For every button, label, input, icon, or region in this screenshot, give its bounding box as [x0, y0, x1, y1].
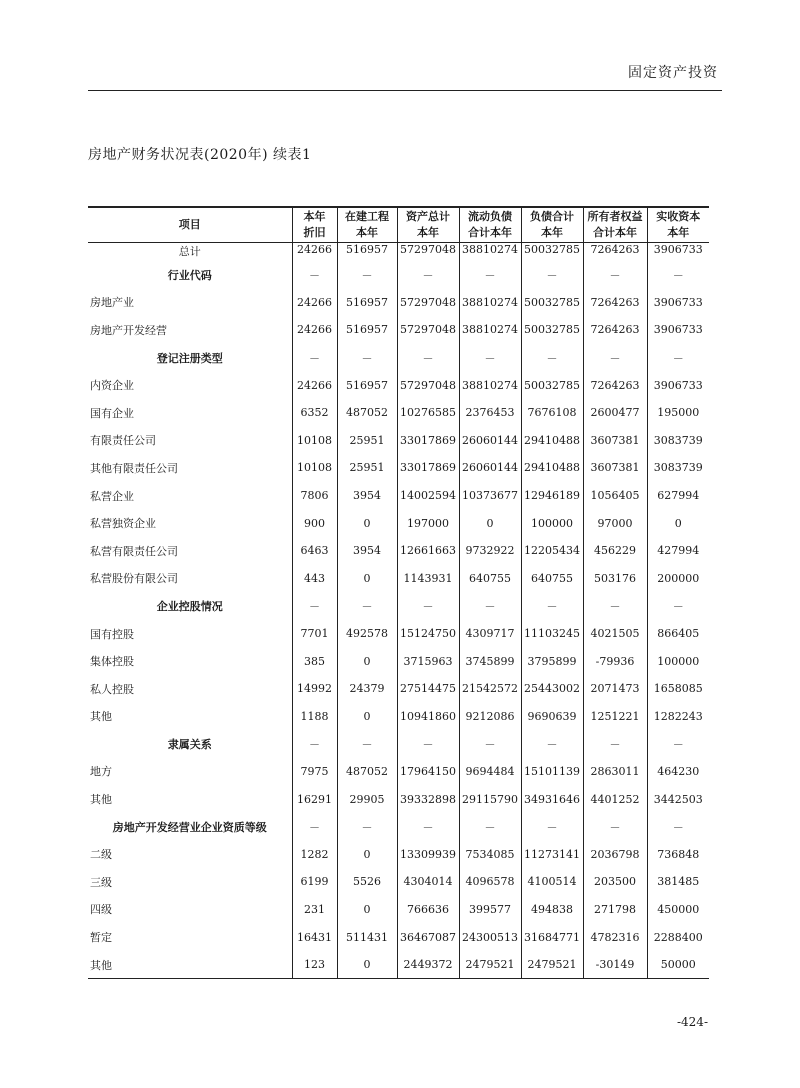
cell-depreciation: － — [292, 730, 337, 758]
table-row — [88, 537, 709, 565]
cell-construction-in-progress: 25951 — [337, 427, 397, 455]
cell-construction-in-progress: 5526 — [337, 868, 397, 896]
cell-current-liabilities: － — [459, 592, 521, 620]
cell-current-liabilities: 26060144 — [459, 454, 521, 482]
cell-depreciation: 24266 — [292, 371, 337, 399]
cell-paid-in-capital: 195000 — [647, 399, 709, 427]
table-row — [88, 289, 709, 317]
table-row — [88, 840, 709, 868]
cell-owners-equity: 2600477 — [583, 399, 647, 427]
section-header-row — [88, 813, 709, 841]
cell-total-liabilities: 50032785 — [521, 289, 583, 317]
cell-paid-in-capital: － — [647, 813, 709, 841]
cell-paid-in-capital: － — [647, 592, 709, 620]
cell-current-liabilities: 9694484 — [459, 758, 521, 786]
financial-table-container — [88, 206, 709, 979]
cell-paid-in-capital: 3083739 — [647, 427, 709, 455]
cell-item-label: 总计 — [178, 245, 201, 258]
cell-current-liabilities: 9212086 — [459, 703, 521, 731]
cell-construction-in-progress: 29905 — [337, 785, 397, 813]
cell-total-assets: 57297048 — [397, 371, 459, 399]
cell-paid-in-capital: 866405 — [647, 620, 709, 648]
cell-total-assets: 17964150 — [397, 758, 459, 786]
cell-current-liabilities: 29115790 — [459, 785, 521, 813]
cell-item-label: 地方 — [90, 765, 112, 779]
cell-total-liabilities: 3795899 — [521, 647, 583, 675]
cell-total-assets: － — [397, 813, 459, 841]
cell-construction-in-progress: 24379 — [337, 675, 397, 703]
cell-owners-equity: 97000 — [583, 509, 647, 537]
cell-owners-equity: － — [583, 344, 647, 372]
cell-depreciation: 24266 — [292, 316, 337, 344]
cell-item-label: 内资企业 — [90, 379, 134, 393]
cell-current-liabilities: － — [459, 261, 521, 289]
cell-construction-in-progress: 511431 — [337, 923, 397, 951]
cell-owners-equity: － — [583, 730, 647, 758]
cell-current-liabilities: － — [459, 730, 521, 758]
cell-owners-equity: 2071473 — [583, 675, 647, 703]
cell-item-label: 房地产业 — [90, 296, 134, 310]
cell-depreciation: 24266 — [292, 289, 337, 317]
table-caption: 房地产财务状况表(2020年) 续表1 — [88, 147, 312, 163]
cell-paid-in-capital: 450000 — [647, 896, 709, 924]
cell-total-assets: － — [397, 261, 459, 289]
real-estate-financial-table — [88, 206, 709, 979]
cell-construction-in-progress: 516957 — [337, 243, 397, 262]
cell-item-label: 其他 — [90, 710, 112, 724]
cell-depreciation: － — [292, 813, 337, 841]
cell-construction-in-progress: 3954 — [337, 537, 397, 565]
cell-owners-equity: 503176 — [583, 565, 647, 593]
cell-depreciation: 14992 — [292, 675, 337, 703]
cell-owners-equity: 2036798 — [583, 840, 647, 868]
cell-paid-in-capital: － — [647, 344, 709, 372]
cell-item-label: 隶属关系 — [167, 737, 212, 751]
cell-item-label: 二级 — [90, 848, 112, 862]
cell-total-assets: 10276585 — [397, 399, 459, 427]
cell-current-liabilities: － — [459, 344, 521, 372]
table-row — [88, 785, 709, 813]
table-row — [88, 896, 709, 924]
cell-item-label: 私营独资企业 — [90, 517, 156, 531]
cell-total-liabilities: 29410488 — [521, 427, 583, 455]
cell-owners-equity: 4401252 — [583, 785, 647, 813]
cell-total-liabilities: 11103245 — [521, 620, 583, 648]
cell-paid-in-capital: 1658085 — [647, 675, 709, 703]
cell-depreciation: － — [292, 592, 337, 620]
header-paid-in-capital: 实收资本 本年 — [647, 207, 709, 243]
table-body — [88, 243, 709, 979]
table-row — [88, 371, 709, 399]
cell-construction-in-progress: 3954 — [337, 482, 397, 510]
table-row — [88, 951, 709, 979]
section-header-row — [88, 261, 709, 289]
header-total-liabilities: 负债合计 本年 — [521, 207, 583, 243]
cell-item-label: 国有企业 — [90, 406, 134, 420]
cell-item-label: 四级 — [90, 903, 112, 917]
cell-total-liabilities: － — [521, 730, 583, 758]
cell-total-assets: 36467087 — [397, 923, 459, 951]
cell-current-liabilities: 4096578 — [459, 868, 521, 896]
cell-depreciation: 1188 — [292, 703, 337, 731]
cell-construction-in-progress: 492578 — [337, 620, 397, 648]
cell-total-liabilities: 494838 — [521, 896, 583, 924]
cell-paid-in-capital: 0 — [647, 509, 709, 537]
cell-current-liabilities: － — [459, 813, 521, 841]
cell-depreciation: 6352 — [292, 399, 337, 427]
cell-construction-in-progress: 487052 — [337, 399, 397, 427]
cell-current-liabilities: 24300513 — [459, 923, 521, 951]
cell-paid-in-capital: 3083739 — [647, 454, 709, 482]
cell-item-label: 有限责任公司 — [90, 434, 156, 448]
header-construction-in-progress: 在建工程 本年 — [337, 207, 397, 243]
cell-owners-equity: － — [583, 592, 647, 620]
cell-paid-in-capital: 736848 — [647, 840, 709, 868]
cell-paid-in-capital: 3906733 — [647, 243, 709, 262]
cell-paid-in-capital: 100000 — [647, 647, 709, 675]
cell-total-liabilities: 640755 — [521, 565, 583, 593]
cell-current-liabilities: 3745899 — [459, 647, 521, 675]
cell-depreciation: 900 — [292, 509, 337, 537]
cell-depreciation: 16291 — [292, 785, 337, 813]
cell-total-assets: － — [397, 592, 459, 620]
cell-construction-in-progress: 516957 — [337, 371, 397, 399]
cell-total-liabilities: － — [521, 261, 583, 289]
cell-total-assets: 15124750 — [397, 620, 459, 648]
cell-item-label: 私营股份有限公司 — [90, 572, 178, 586]
cell-total-assets: 766636 — [397, 896, 459, 924]
table-row — [88, 316, 709, 344]
cell-item-label: 私人控股 — [90, 682, 134, 696]
cell-total-liabilities: 50032785 — [521, 243, 583, 262]
cell-total-liabilities: 25443002 — [521, 675, 583, 703]
cell-total-liabilities: － — [521, 813, 583, 841]
cell-construction-in-progress: 25951 — [337, 454, 397, 482]
cell-construction-in-progress: － — [337, 730, 397, 758]
cell-construction-in-progress: 516957 — [337, 316, 397, 344]
table-row — [88, 509, 709, 537]
cell-item-label: 暂定 — [90, 931, 112, 945]
cell-depreciation: 7975 — [292, 758, 337, 786]
cell-owners-equity: 1056405 — [583, 482, 647, 510]
cell-paid-in-capital: 3906733 — [647, 289, 709, 317]
cell-total-liabilities: 34931646 — [521, 785, 583, 813]
cell-depreciation: 443 — [292, 565, 337, 593]
cell-owners-equity: 3607381 — [583, 454, 647, 482]
cell-owners-equity: 7264263 — [583, 289, 647, 317]
cell-total-assets: 57297048 — [397, 316, 459, 344]
cell-total-liabilities: 31684771 — [521, 923, 583, 951]
cell-paid-in-capital: 3442503 — [647, 785, 709, 813]
cell-paid-in-capital: 2288400 — [647, 923, 709, 951]
section-header-row — [88, 344, 709, 372]
cell-current-liabilities: 9732922 — [459, 537, 521, 565]
cell-paid-in-capital: 427994 — [647, 537, 709, 565]
cell-depreciation: － — [292, 261, 337, 289]
table-row — [88, 482, 709, 510]
table-row — [88, 454, 709, 482]
cell-depreciation: 6463 — [292, 537, 337, 565]
cell-item-label: 企业控股情况 — [156, 599, 223, 613]
table-header-row — [88, 207, 709, 243]
page-number: -424- — [676, 1015, 708, 1029]
cell-depreciation: 6199 — [292, 868, 337, 896]
cell-total-liabilities: 4100514 — [521, 868, 583, 896]
cell-depreciation: 10108 — [292, 427, 337, 455]
cell-construction-in-progress: 0 — [337, 565, 397, 593]
cell-owners-equity: 4782316 — [583, 923, 647, 951]
cell-total-liabilities: － — [521, 344, 583, 372]
cell-total-liabilities: 15101139 — [521, 758, 583, 786]
cell-total-assets: 13309939 — [397, 840, 459, 868]
cell-total-liabilities: 7676108 — [521, 399, 583, 427]
cell-total-assets: 1143931 — [397, 565, 459, 593]
cell-depreciation: 10108 — [292, 454, 337, 482]
cell-construction-in-progress: 487052 — [337, 758, 397, 786]
cell-owners-equity: -79936 — [583, 647, 647, 675]
cell-item-label: 集体控股 — [90, 655, 134, 669]
cell-current-liabilities: 2479521 — [459, 951, 521, 979]
cell-construction-in-progress: 0 — [337, 840, 397, 868]
table-row — [88, 758, 709, 786]
cell-item-label: 国有控股 — [90, 627, 134, 641]
cell-paid-in-capital: 381485 — [647, 868, 709, 896]
cell-current-liabilities: 7534085 — [459, 840, 521, 868]
cell-depreciation: 231 — [292, 896, 337, 924]
cell-current-liabilities: 21542572 — [459, 675, 521, 703]
cell-total-liabilities: 11273141 — [521, 840, 583, 868]
cell-construction-in-progress: 0 — [337, 951, 397, 979]
table-row — [88, 703, 709, 731]
cell-item-label: 私营有限责任公司 — [90, 544, 178, 558]
cell-current-liabilities: 38810274 — [459, 243, 521, 262]
cell-owners-equity: 3607381 — [583, 427, 647, 455]
cell-total-assets: － — [397, 730, 459, 758]
cell-construction-in-progress: 0 — [337, 509, 397, 537]
cell-depreciation: － — [292, 344, 337, 372]
cell-item-label: 登记注册类型 — [156, 351, 223, 365]
cell-current-liabilities: 38810274 — [459, 289, 521, 317]
cell-total-assets: 197000 — [397, 509, 459, 537]
cell-owners-equity: － — [583, 813, 647, 841]
cell-owners-equity: 1251221 — [583, 703, 647, 731]
cell-total-assets: 14002594 — [397, 482, 459, 510]
table-row — [88, 565, 709, 593]
cell-total-assets: 4304014 — [397, 868, 459, 896]
section-header-row — [88, 730, 709, 758]
cell-owners-equity: 7264263 — [583, 371, 647, 399]
cell-depreciation: 123 — [292, 951, 337, 979]
cell-depreciation: 7701 — [292, 620, 337, 648]
header-rule — [88, 90, 722, 91]
cell-construction-in-progress: － — [337, 813, 397, 841]
header-depreciation: 本年 折旧 — [292, 207, 337, 243]
cell-owners-equity: 7264263 — [583, 316, 647, 344]
cell-depreciation: 16431 — [292, 923, 337, 951]
cell-paid-in-capital: 50000 — [647, 951, 709, 979]
section-header-row — [88, 592, 709, 620]
cell-current-liabilities: 26060144 — [459, 427, 521, 455]
cell-current-liabilities: 640755 — [459, 565, 521, 593]
cell-total-liabilities: 100000 — [521, 509, 583, 537]
cell-construction-in-progress: － — [337, 261, 397, 289]
cell-owners-equity: 4021505 — [583, 620, 647, 648]
cell-paid-in-capital: － — [647, 261, 709, 289]
cell-paid-in-capital: － — [647, 730, 709, 758]
table-row — [88, 399, 709, 427]
cell-current-liabilities: 0 — [459, 509, 521, 537]
cell-item-label: 私营企业 — [90, 489, 134, 503]
cell-construction-in-progress: 0 — [337, 896, 397, 924]
cell-owners-equity: － — [583, 261, 647, 289]
cell-paid-in-capital: 200000 — [647, 565, 709, 593]
cell-total-liabilities: 9690639 — [521, 703, 583, 731]
cell-construction-in-progress: － — [337, 344, 397, 372]
cell-current-liabilities: 2376453 — [459, 399, 521, 427]
cell-construction-in-progress: － — [337, 592, 397, 620]
cell-item-label: 房地产开发经营业企业资质等级 — [112, 820, 267, 834]
header-total-assets: 资产总计 本年 — [397, 207, 459, 243]
cell-owners-equity: 456229 — [583, 537, 647, 565]
cell-current-liabilities: 38810274 — [459, 316, 521, 344]
cell-total-assets: 39332898 — [397, 785, 459, 813]
cell-total-assets: － — [397, 344, 459, 372]
cell-construction-in-progress: 0 — [337, 647, 397, 675]
table-row — [88, 427, 709, 455]
cell-total-assets: 33017869 — [397, 427, 459, 455]
cell-construction-in-progress: 516957 — [337, 289, 397, 317]
cell-total-assets: 57297048 — [397, 289, 459, 317]
header-current-liabilities: 流动负债 合计本年 — [459, 207, 521, 243]
table-row — [88, 675, 709, 703]
header-owners-equity: 所有者权益 合计本年 — [583, 207, 647, 243]
cell-item-label: 其他有限责任公司 — [90, 461, 178, 475]
cell-total-assets: 57297048 — [397, 243, 459, 262]
cell-paid-in-capital: 3906733 — [647, 316, 709, 344]
cell-total-liabilities: 12946189 — [521, 482, 583, 510]
cell-item-label: 房地产开发经营 — [90, 323, 167, 337]
table-row — [88, 923, 709, 951]
cell-current-liabilities: 399577 — [459, 896, 521, 924]
cell-owners-equity: 2863011 — [583, 758, 647, 786]
table-row — [88, 620, 709, 648]
cell-item-label: 其他 — [90, 793, 112, 807]
cell-owners-equity: 203500 — [583, 868, 647, 896]
cell-total-liabilities: 50032785 — [521, 371, 583, 399]
cell-owners-equity: -30149 — [583, 951, 647, 979]
cell-paid-in-capital: 627994 — [647, 482, 709, 510]
cell-paid-in-capital: 1282243 — [647, 703, 709, 731]
cell-depreciation: 385 — [292, 647, 337, 675]
cell-total-assets: 33017869 — [397, 454, 459, 482]
cell-depreciation: 24266 — [292, 243, 337, 262]
header-item: 项目 — [88, 207, 292, 243]
cell-total-liabilities: 50032785 — [521, 316, 583, 344]
total-row — [88, 243, 709, 262]
cell-item-label: 三级 — [90, 875, 112, 889]
table-row — [88, 868, 709, 896]
running-header-title: 固定资产投资 — [628, 65, 718, 81]
cell-current-liabilities: 4309717 — [459, 620, 521, 648]
cell-total-liabilities: 12205434 — [521, 537, 583, 565]
cell-total-assets: 3715963 — [397, 647, 459, 675]
cell-paid-in-capital: 464230 — [647, 758, 709, 786]
cell-item-label: 行业代码 — [167, 268, 212, 282]
cell-current-liabilities: 10373677 — [459, 482, 521, 510]
cell-total-assets: 12661663 — [397, 537, 459, 565]
cell-paid-in-capital: 3906733 — [647, 371, 709, 399]
cell-item-label: 其他 — [88, 951, 292, 979]
cell-total-assets: 10941860 — [397, 703, 459, 731]
cell-total-liabilities: 29410488 — [521, 454, 583, 482]
cell-total-liabilities: － — [521, 592, 583, 620]
cell-owners-equity: 271798 — [583, 896, 647, 924]
cell-current-liabilities: 38810274 — [459, 371, 521, 399]
cell-owners-equity: 7264263 — [583, 243, 647, 262]
cell-total-assets: 2449372 — [397, 951, 459, 979]
table-row — [88, 647, 709, 675]
cell-depreciation: 7806 — [292, 482, 337, 510]
cell-total-liabilities: 2479521 — [521, 951, 583, 979]
cell-depreciation: 1282 — [292, 840, 337, 868]
cell-construction-in-progress: 0 — [337, 703, 397, 731]
cell-total-assets: 27514475 — [397, 675, 459, 703]
